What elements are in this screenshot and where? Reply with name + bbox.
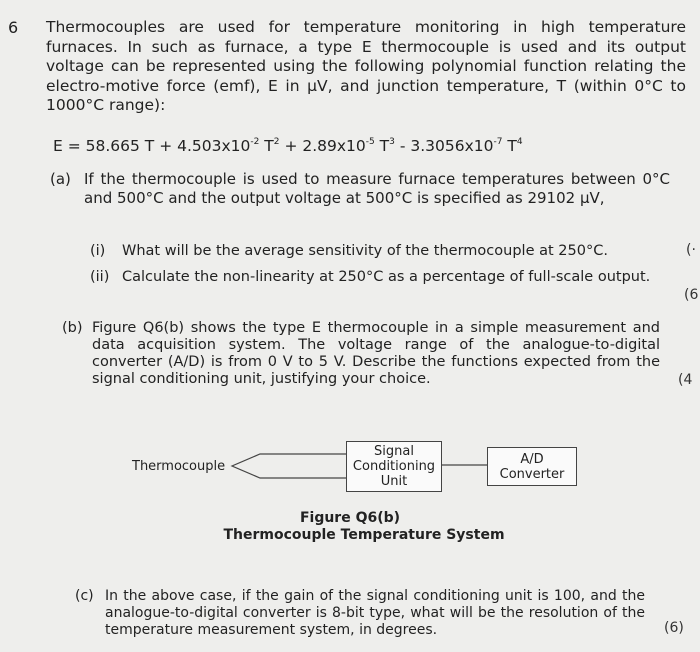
formula-part: T [374, 137, 390, 155]
question-number: 6 [8, 18, 19, 37]
part-a-text: If the thermocouple is used to measure furnace temperatures between 0°C and 500°C and the output voltage at 500°C is specified as 29102 μV, [84, 170, 670, 207]
thermocouple-label: Thermocouple [132, 459, 226, 474]
formula-exponent: 2 [273, 137, 280, 147]
formula-part: T [502, 137, 517, 155]
part-a [50, 170, 670, 208]
formula-exponent: -2 [250, 137, 260, 147]
part-b [62, 320, 660, 388]
part-b-marks: (4 [678, 372, 693, 388]
part-a-i-marks: (· [686, 242, 696, 258]
part-a-i [90, 242, 670, 261]
part-a-i-label: (i) [90, 243, 106, 259]
emf-formula [53, 137, 523, 155]
thermocouple-probe-shape [232, 454, 346, 478]
question-intro: Thermocouples are used for temperature monitoring in high temperature furnaces. In such as furnace, a type E thermocouple is used and its output voltage can be represented using the following polynomial function relating the electro-motive force (emf), E in μV, and junction temperature, T (within 0°C to 1000°C range): [46, 18, 686, 114]
scu-line1: Signal [374, 444, 414, 459]
part-a-i-text: What will be the average sensitivity of the thermocouple at 250°C. [122, 243, 608, 259]
part-a-ii [90, 268, 670, 287]
formula-part: - 3.3056x10 [394, 137, 494, 155]
formula-part: + 2.89x10 [279, 137, 366, 155]
formula-exponent: -5 [365, 137, 375, 147]
part-c-label: (c) [75, 588, 94, 604]
figure-caption: Figure Q6(b) [299, 510, 401, 526]
formula-exponent: -7 [493, 137, 503, 147]
part-b-text: Figure Q6(b) shows the type E thermocouple in a simple measurement and data acquisition system. The voltage range of the analogue-to-digital converter (A/D) is from 0 V to 5 V. Describe the functions expected from the signal conditioning unit, justifying your choice. [92, 320, 660, 387]
scu-line2: Conditioning [352, 459, 436, 474]
formula-part: T [259, 137, 274, 155]
block-diagram [125, 436, 585, 500]
adc-line2: Converter [499, 466, 565, 482]
figure-subtitle: Thermocouple Temperature System [223, 527, 505, 543]
formula-part: E = 58.665 T + 4.503x10 [53, 137, 251, 155]
part-c [75, 588, 645, 639]
part-a-label: (a) [50, 170, 71, 188]
part-a-ii-marks: (6 [684, 287, 699, 303]
part-c-marks: (6) [664, 620, 684, 636]
part-a-ii-text: Calculate the non-linearity at 250°C as a percentage of full-scale output. [122, 269, 651, 285]
adc-block [487, 447, 577, 486]
signal-conditioning-unit-block [346, 441, 442, 492]
part-a-ii-label: (ii) [90, 269, 110, 285]
scu-line3: Unit [380, 474, 408, 489]
adc-line1: A/D [520, 451, 544, 467]
part-b-label: (b) [62, 320, 83, 336]
formula-exponent: 4 [516, 137, 523, 147]
part-c-text: In the above case, if the gain of the signal conditioning unit is 100, and the analogue-to-digital converter is 8-bit type, what will be the resolution of the temperature measurement system, in degrees. [105, 588, 645, 638]
formula-exponent: 3 [389, 137, 395, 147]
